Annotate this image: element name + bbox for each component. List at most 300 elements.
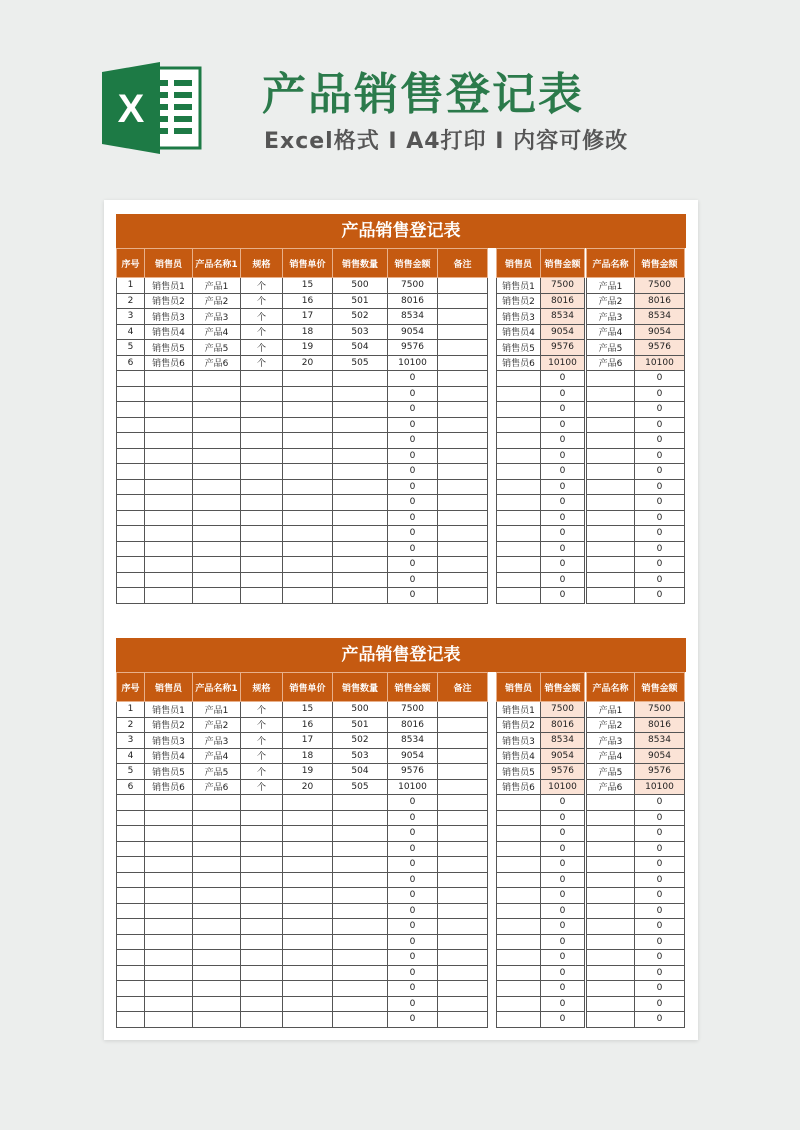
table-cell[interactable]: 9576 (635, 340, 685, 356)
table-cell[interactable]: 7500 (388, 702, 438, 718)
table-cell[interactable]: 0 (635, 934, 685, 950)
table-cell[interactable] (193, 981, 241, 997)
table-cell[interactable]: 8016 (388, 717, 438, 733)
table-cell[interactable]: 销售员3 (145, 733, 193, 749)
table-cell[interactable]: 销售员4 (145, 324, 193, 340)
table-cell[interactable]: 0 (635, 464, 685, 480)
table-cell[interactable] (193, 371, 241, 387)
table-cell[interactable] (333, 795, 388, 811)
table-cell[interactable]: 0 (635, 541, 685, 557)
table-cell[interactable] (438, 588, 488, 604)
table-cell[interactable]: 0 (541, 903, 585, 919)
table-cell[interactable] (193, 417, 241, 433)
table-cell[interactable] (497, 588, 541, 604)
table-cell[interactable] (497, 919, 541, 935)
table-cell[interactable] (117, 826, 145, 842)
table-cell[interactable]: 10100 (635, 779, 685, 795)
table-cell[interactable] (497, 888, 541, 904)
table-cell[interactable] (193, 1012, 241, 1028)
table-cell[interactable] (587, 981, 635, 997)
table-cell[interactable] (333, 402, 388, 418)
table-cell[interactable] (438, 717, 488, 733)
table-cell[interactable]: 0 (541, 495, 585, 511)
table-cell[interactable] (117, 810, 145, 826)
table-cell[interactable] (587, 557, 635, 573)
table-cell[interactable] (117, 557, 145, 573)
table-cell[interactable]: 0 (541, 950, 585, 966)
table-cell[interactable]: 0 (541, 572, 585, 588)
table-cell[interactable]: 15 (283, 702, 333, 718)
table-cell[interactable] (117, 981, 145, 997)
table-cell[interactable]: 产品4 (587, 324, 635, 340)
table-cell[interactable] (193, 526, 241, 542)
table-cell[interactable]: 产品5 (587, 764, 635, 780)
table-cell[interactable]: 0 (541, 810, 585, 826)
table-cell[interactable]: 2 (117, 293, 145, 309)
table-cell[interactable]: 0 (635, 810, 685, 826)
table-cell[interactable] (145, 402, 193, 418)
table-cell[interactable] (333, 371, 388, 387)
table-cell[interactable] (193, 510, 241, 526)
table-cell[interactable] (145, 479, 193, 495)
table-cell[interactable]: 0 (388, 934, 438, 950)
table-cell[interactable] (241, 495, 283, 511)
table-cell[interactable]: 0 (541, 872, 585, 888)
table-cell[interactable]: 0 (635, 795, 685, 811)
table-cell[interactable]: 10100 (388, 779, 438, 795)
table-cell[interactable] (117, 965, 145, 981)
table-cell[interactable] (193, 795, 241, 811)
table-cell[interactable]: 0 (388, 795, 438, 811)
table-cell[interactable]: 0 (388, 1012, 438, 1028)
table-cell[interactable]: 销售员5 (145, 340, 193, 356)
table-cell[interactable] (117, 433, 145, 449)
table-cell[interactable]: 8016 (388, 293, 438, 309)
table-cell[interactable] (587, 526, 635, 542)
table-cell[interactable]: 10100 (541, 779, 585, 795)
table-cell[interactable]: 7500 (388, 278, 438, 294)
table-cell[interactable]: 产品2 (587, 293, 635, 309)
table-cell[interactable]: 10100 (541, 355, 585, 371)
table-cell[interactable]: 0 (541, 795, 585, 811)
table-cell[interactable]: 0 (541, 981, 585, 997)
table-cell[interactable]: 0 (541, 464, 585, 480)
table-cell[interactable] (438, 557, 488, 573)
table-cell[interactable]: 个 (241, 324, 283, 340)
table-cell[interactable]: 0 (635, 433, 685, 449)
table-cell[interactable]: 0 (635, 526, 685, 542)
table-cell[interactable]: 8534 (388, 309, 438, 325)
table-cell[interactable] (438, 572, 488, 588)
table-cell[interactable] (193, 996, 241, 1012)
table-cell[interactable] (193, 872, 241, 888)
table-cell[interactable]: 0 (541, 934, 585, 950)
table-cell[interactable] (241, 950, 283, 966)
table-cell[interactable]: 504 (333, 340, 388, 356)
table-cell[interactable]: 503 (333, 324, 388, 340)
table-cell[interactable] (587, 402, 635, 418)
table-cell[interactable] (241, 572, 283, 588)
table-cell[interactable]: 0 (635, 857, 685, 873)
table-cell[interactable]: 产品2 (193, 293, 241, 309)
table-cell[interactable] (241, 526, 283, 542)
table-cell[interactable] (438, 934, 488, 950)
table-cell[interactable]: 19 (283, 340, 333, 356)
table-cell[interactable] (333, 479, 388, 495)
table-cell[interactable] (587, 795, 635, 811)
table-cell[interactable]: 8016 (635, 293, 685, 309)
table-cell[interactable] (333, 495, 388, 511)
table-cell[interactable]: 6 (117, 779, 145, 795)
table-cell[interactable]: 个 (241, 764, 283, 780)
table-cell[interactable]: 个 (241, 717, 283, 733)
table-cell[interactable]: 0 (635, 981, 685, 997)
table-cell[interactable] (193, 810, 241, 826)
table-cell[interactable]: 产品1 (587, 278, 635, 294)
table-cell[interactable] (333, 888, 388, 904)
table-cell[interactable]: 9054 (541, 324, 585, 340)
table-cell[interactable] (438, 795, 488, 811)
table-cell[interactable] (283, 386, 333, 402)
table-cell[interactable]: 9576 (388, 764, 438, 780)
table-cell[interactable]: 产品3 (193, 733, 241, 749)
table-cell[interactable] (587, 479, 635, 495)
table-cell[interactable]: 0 (635, 402, 685, 418)
table-cell[interactable]: 0 (388, 433, 438, 449)
table-cell[interactable]: 产品3 (587, 309, 635, 325)
table-cell[interactable]: 3 (117, 309, 145, 325)
table-cell[interactable] (438, 371, 488, 387)
table-cell[interactable]: 销售员3 (497, 733, 541, 749)
table-cell[interactable] (193, 841, 241, 857)
table-cell[interactable] (438, 733, 488, 749)
table-cell[interactable]: 20 (283, 779, 333, 795)
table-cell[interactable] (333, 557, 388, 573)
table-cell[interactable]: 4 (117, 324, 145, 340)
table-cell[interactable] (117, 417, 145, 433)
table-cell[interactable]: 0 (635, 965, 685, 981)
table-cell[interactable] (283, 996, 333, 1012)
table-cell[interactable] (283, 433, 333, 449)
table-cell[interactable] (438, 888, 488, 904)
table-cell[interactable] (333, 541, 388, 557)
table-cell[interactable] (283, 841, 333, 857)
table-cell[interactable]: 0 (541, 1012, 585, 1028)
table-cell[interactable] (145, 386, 193, 402)
table-cell[interactable] (587, 588, 635, 604)
table-cell[interactable] (283, 826, 333, 842)
table-cell[interactable] (145, 557, 193, 573)
table-cell[interactable] (283, 934, 333, 950)
table-cell[interactable] (497, 872, 541, 888)
table-cell[interactable] (587, 996, 635, 1012)
table-cell[interactable]: 个 (241, 309, 283, 325)
table-cell[interactable] (497, 965, 541, 981)
table-cell[interactable]: 0 (388, 371, 438, 387)
table-cell[interactable]: 0 (635, 557, 685, 573)
table-cell[interactable] (587, 417, 635, 433)
table-cell[interactable] (438, 919, 488, 935)
table-cell[interactable] (145, 448, 193, 464)
table-cell[interactable]: 销售员4 (145, 748, 193, 764)
table-cell[interactable] (497, 950, 541, 966)
table-cell[interactable] (193, 888, 241, 904)
table-cell[interactable]: 2 (117, 717, 145, 733)
table-cell[interactable]: 0 (635, 588, 685, 604)
table-cell[interactable]: 个 (241, 748, 283, 764)
table-cell[interactable]: 16 (283, 717, 333, 733)
table-cell[interactable] (587, 1012, 635, 1028)
table-cell[interactable]: 0 (635, 386, 685, 402)
table-cell[interactable] (193, 402, 241, 418)
table-cell[interactable] (587, 919, 635, 935)
table-cell[interactable]: 5 (117, 764, 145, 780)
table-cell[interactable] (283, 919, 333, 935)
table-cell[interactable] (117, 572, 145, 588)
table-cell[interactable] (241, 919, 283, 935)
table-cell[interactable] (117, 402, 145, 418)
table-cell[interactable] (145, 857, 193, 873)
table-cell[interactable]: 产品1 (193, 278, 241, 294)
table-cell[interactable]: 8534 (635, 309, 685, 325)
table-cell[interactable] (587, 510, 635, 526)
table-cell[interactable] (241, 996, 283, 1012)
table-cell[interactable]: 18 (283, 324, 333, 340)
table-cell[interactable] (283, 795, 333, 811)
table-cell[interactable] (438, 417, 488, 433)
table-cell[interactable]: 0 (541, 433, 585, 449)
table-cell[interactable]: 0 (388, 448, 438, 464)
table-cell[interactable] (193, 479, 241, 495)
table-cell[interactable]: 0 (388, 950, 438, 966)
table-cell[interactable] (438, 479, 488, 495)
table-cell[interactable] (241, 464, 283, 480)
table-cell[interactable] (333, 417, 388, 433)
table-cell[interactable]: 销售员6 (145, 779, 193, 795)
table-cell[interactable]: 0 (388, 464, 438, 480)
table-cell[interactable]: 9054 (635, 748, 685, 764)
table-cell[interactable] (117, 795, 145, 811)
table-cell[interactable]: 0 (635, 1012, 685, 1028)
table-cell[interactable]: 19 (283, 764, 333, 780)
table-cell[interactable] (145, 841, 193, 857)
table-cell[interactable]: 9576 (635, 764, 685, 780)
table-cell[interactable] (438, 309, 488, 325)
table-cell[interactable] (497, 371, 541, 387)
table-cell[interactable]: 0 (388, 495, 438, 511)
table-cell[interactable]: 0 (388, 903, 438, 919)
table-cell[interactable] (333, 934, 388, 950)
table-cell[interactable] (587, 872, 635, 888)
table-cell[interactable] (145, 795, 193, 811)
table-cell[interactable] (438, 996, 488, 1012)
table-cell[interactable]: 销售员3 (145, 309, 193, 325)
table-cell[interactable]: 1 (117, 702, 145, 718)
table-cell[interactable]: 个 (241, 733, 283, 749)
table-cell[interactable] (333, 919, 388, 935)
table-cell[interactable] (438, 810, 488, 826)
table-cell[interactable] (117, 903, 145, 919)
table-cell[interactable]: 产品2 (193, 717, 241, 733)
table-cell[interactable] (497, 996, 541, 1012)
table-cell[interactable] (117, 857, 145, 873)
table-cell[interactable] (145, 572, 193, 588)
table-cell[interactable] (283, 541, 333, 557)
table-cell[interactable] (283, 903, 333, 919)
table-cell[interactable] (587, 810, 635, 826)
table-cell[interactable]: 0 (635, 996, 685, 1012)
table-cell[interactable]: 10100 (635, 355, 685, 371)
table-cell[interactable]: 0 (635, 495, 685, 511)
table-cell[interactable] (193, 965, 241, 981)
table-cell[interactable] (117, 526, 145, 542)
table-cell[interactable] (283, 888, 333, 904)
table-cell[interactable] (193, 495, 241, 511)
table-cell[interactable] (438, 1012, 488, 1028)
table-cell[interactable] (117, 934, 145, 950)
table-cell[interactable] (145, 981, 193, 997)
table-cell[interactable]: 0 (541, 965, 585, 981)
table-cell[interactable] (438, 981, 488, 997)
table-cell[interactable]: 0 (635, 872, 685, 888)
table-cell[interactable]: 3 (117, 733, 145, 749)
table-cell[interactable]: 产品5 (587, 340, 635, 356)
table-cell[interactable] (283, 981, 333, 997)
table-cell[interactable]: 0 (541, 386, 585, 402)
table-cell[interactable] (333, 857, 388, 873)
table-cell[interactable] (117, 872, 145, 888)
table-cell[interactable] (497, 572, 541, 588)
table-cell[interactable] (241, 1012, 283, 1028)
table-cell[interactable]: 501 (333, 717, 388, 733)
table-cell[interactable]: 0 (541, 826, 585, 842)
table-cell[interactable] (241, 448, 283, 464)
table-cell[interactable] (241, 402, 283, 418)
table-cell[interactable] (438, 965, 488, 981)
table-cell[interactable] (241, 965, 283, 981)
table-cell[interactable]: 0 (635, 903, 685, 919)
table-cell[interactable]: 0 (388, 981, 438, 997)
table-cell[interactable] (438, 841, 488, 857)
table-cell[interactable] (497, 810, 541, 826)
table-cell[interactable] (145, 464, 193, 480)
table-cell[interactable] (497, 510, 541, 526)
table-cell[interactable]: 9054 (635, 324, 685, 340)
table-cell[interactable]: 0 (388, 872, 438, 888)
table-cell[interactable]: 产品4 (193, 324, 241, 340)
table-cell[interactable]: 9576 (541, 764, 585, 780)
table-cell[interactable] (497, 448, 541, 464)
table-cell[interactable] (438, 702, 488, 718)
table-cell[interactable] (241, 433, 283, 449)
table-cell[interactable]: 0 (388, 402, 438, 418)
table-cell[interactable] (193, 464, 241, 480)
table-cell[interactable] (241, 417, 283, 433)
table-cell[interactable] (438, 324, 488, 340)
table-cell[interactable] (438, 541, 488, 557)
table-cell[interactable] (497, 402, 541, 418)
table-cell[interactable] (145, 826, 193, 842)
table-cell[interactable] (333, 510, 388, 526)
table-cell[interactable] (438, 433, 488, 449)
table-cell[interactable]: 500 (333, 702, 388, 718)
table-cell[interactable]: 0 (635, 371, 685, 387)
table-cell[interactable]: 销售员6 (145, 355, 193, 371)
table-cell[interactable] (241, 510, 283, 526)
table-cell[interactable] (241, 981, 283, 997)
table-cell[interactable] (193, 950, 241, 966)
table-cell[interactable] (145, 371, 193, 387)
table-cell[interactable] (283, 526, 333, 542)
table-cell[interactable] (241, 857, 283, 873)
table-cell[interactable]: 产品6 (587, 779, 635, 795)
table-cell[interactable] (145, 996, 193, 1012)
table-cell[interactable] (497, 417, 541, 433)
table-cell[interactable] (241, 588, 283, 604)
table-cell[interactable] (193, 433, 241, 449)
table-cell[interactable] (193, 934, 241, 950)
table-cell[interactable] (193, 857, 241, 873)
table-cell[interactable] (497, 981, 541, 997)
table-cell[interactable]: 销售员1 (497, 702, 541, 718)
table-cell[interactable]: 销售员2 (145, 717, 193, 733)
table-cell[interactable] (497, 526, 541, 542)
table-cell[interactable]: 个 (241, 355, 283, 371)
table-cell[interactable]: 个 (241, 278, 283, 294)
table-cell[interactable] (497, 541, 541, 557)
table-cell[interactable] (193, 826, 241, 842)
table-cell[interactable]: 0 (388, 826, 438, 842)
table-cell[interactable] (193, 903, 241, 919)
table-cell[interactable]: 销售员1 (145, 278, 193, 294)
table-cell[interactable]: 505 (333, 779, 388, 795)
table-cell[interactable]: 产品4 (587, 748, 635, 764)
table-cell[interactable]: 销售员2 (497, 293, 541, 309)
table-cell[interactable] (117, 371, 145, 387)
table-cell[interactable] (193, 919, 241, 935)
table-cell[interactable]: 0 (388, 526, 438, 542)
table-cell[interactable]: 0 (541, 857, 585, 873)
table-cell[interactable] (333, 903, 388, 919)
table-cell[interactable]: 个 (241, 293, 283, 309)
table-cell[interactable] (145, 541, 193, 557)
table-cell[interactable] (145, 888, 193, 904)
table-cell[interactable] (145, 950, 193, 966)
table-cell[interactable] (145, 965, 193, 981)
table-cell[interactable]: 9576 (541, 340, 585, 356)
table-cell[interactable] (497, 826, 541, 842)
table-cell[interactable]: 6 (117, 355, 145, 371)
table-cell[interactable] (438, 293, 488, 309)
table-cell[interactable] (283, 495, 333, 511)
table-cell[interactable] (438, 779, 488, 795)
table-cell[interactable] (193, 541, 241, 557)
table-cell[interactable]: 504 (333, 764, 388, 780)
table-cell[interactable] (145, 872, 193, 888)
table-cell[interactable]: 9054 (388, 324, 438, 340)
table-cell[interactable] (283, 1012, 333, 1028)
table-cell[interactable] (283, 402, 333, 418)
table-cell[interactable] (333, 826, 388, 842)
table-cell[interactable] (145, 810, 193, 826)
table-cell[interactable]: 7500 (635, 278, 685, 294)
table-cell[interactable] (587, 495, 635, 511)
table-cell[interactable] (145, 510, 193, 526)
table-cell[interactable] (241, 826, 283, 842)
table-cell[interactable]: 0 (635, 510, 685, 526)
table-cell[interactable] (333, 433, 388, 449)
table-cell[interactable]: 0 (635, 826, 685, 842)
